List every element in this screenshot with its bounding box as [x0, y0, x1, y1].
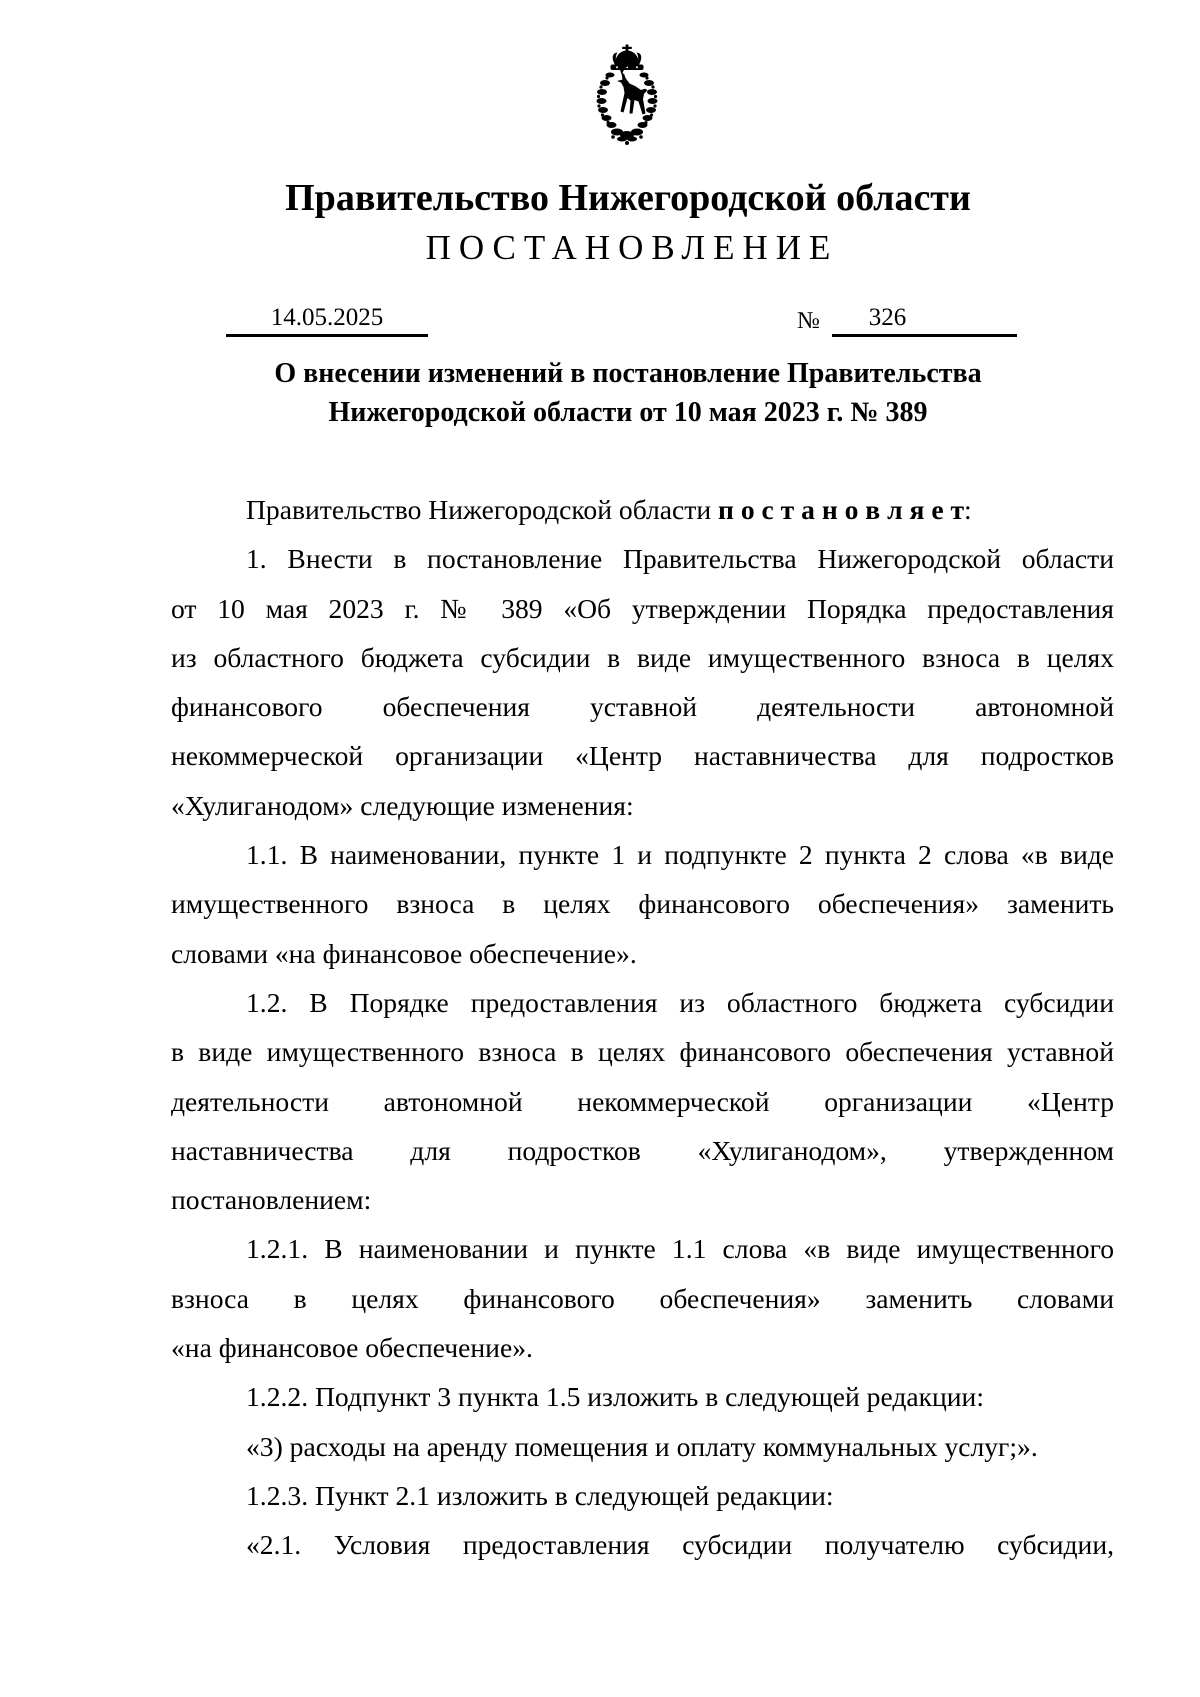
body-line: финансового обеспечения уставной деятельности автономной [171, 691, 1114, 723]
body-line: 1. Внести в постановление Правительства Нижегородской области [246, 543, 1114, 575]
body-line: 1.2.3. Пункт 2.1 изложить в следующей редакции: [246, 1479, 834, 1511]
body-line: 1.2.2. Подпункт 3 пункта 1.5 изложить в следующей редакции: [246, 1381, 984, 1413]
document-title [171, 354, 1085, 432]
body-line: «2.1. Условия предоставления субсидии получателю субсидии, [246, 1529, 1114, 1561]
document-body [171, 485, 1114, 1570]
body-line: взноса в целях финансового обеспечения» заменить словами [171, 1282, 1114, 1314]
body-line: 1.2. В Порядке предоставления из областного бюджета субсидии [246, 986, 1114, 1018]
body-line: «Хулиганодом» следующие изменения: [171, 789, 634, 821]
body-line: из областного бюджета субсидии в виде имущественного взноса в целях [171, 641, 1114, 673]
title-line: Нижегородской области от 10 мая 2023 г. № 389 [328, 397, 928, 428]
doc-type-heading: ПОСТАНОВЛЕНИЕ [425, 228, 839, 267]
body-line: в виде имущественного взноса в целях финансового обеспечения уставной [171, 1036, 1114, 1068]
number-value: 326 [868, 304, 907, 331]
body-line: 1.1. В наименовании, пункте 1 и подпункте 2 пункта 2 слова «в виде [246, 839, 1114, 871]
date-field: 14.05.2025 [226, 301, 428, 337]
number-field [832, 301, 1017, 337]
body-line: некоммерческой организации «Центр наставничества для подростков [171, 740, 1114, 772]
body-line: Правительство Нижегородской области п о с т а н о в л я е т: [246, 494, 972, 525]
body-line: «3) расходы на аренду помещения и оплату коммунальных услуг;». [246, 1430, 1038, 1462]
body-line: словами «на финансовое обеспечение». [171, 937, 637, 969]
body-line: 1.2.1. В наименовании и пункте 1.1 слова «в виде имущественного [246, 1233, 1114, 1265]
body-line: постановлением: [171, 1184, 372, 1216]
body-line: «на финансовое обеспечение». [171, 1332, 533, 1364]
body-line: имущественного взноса в целях финансового обеспечения» заменить [171, 888, 1114, 920]
body-line: деятельности автономной некоммерческой организации «Центр [171, 1085, 1114, 1117]
title-line: О внесении изменений в постановление Правительства [274, 358, 982, 389]
number-sign: № [797, 308, 820, 334]
coat-of-arms-icon [577, 44, 677, 148]
body-line: наставничества для подростков «Хулиганодом», утвержденном [171, 1134, 1114, 1166]
org-name: Правительство Нижегородской области [285, 177, 971, 219]
body-line: от 10 мая 2023 г. № 389 «Об утверждении Порядка предоставления [171, 592, 1114, 624]
